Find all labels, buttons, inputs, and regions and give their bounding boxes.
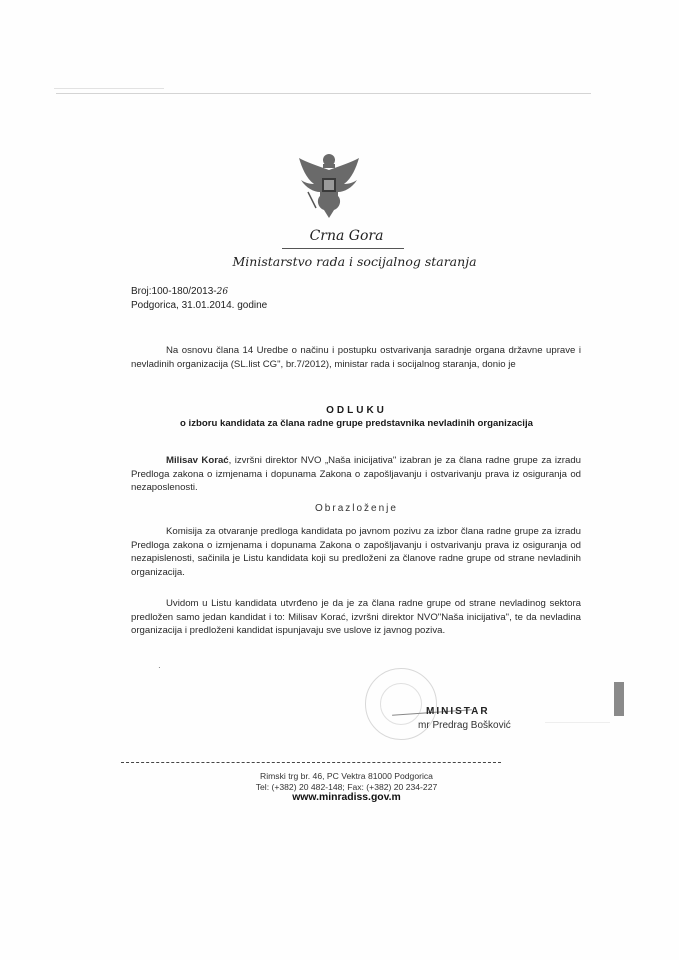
footer-website-link[interactable]: www.minradiss.gov.m: [292, 792, 401, 803]
seal-inner-ring: [380, 683, 422, 725]
place-date: Podgorica, 31.01.2014. godine: [131, 300, 268, 311]
footer-rule: [121, 762, 501, 763]
preamble-paragraph: Na osnovu člana 14 Uredbe o načinu i postupku ostvarivanja saradnje organa državne uprave i nevladinih organizacija (SL.list CG", br.7/2012), ministar rada i socijalnog staranja, donio je: [131, 345, 581, 370]
decision-title: ODLUKU: [326, 405, 387, 416]
header-rule: [282, 248, 404, 249]
top-rule: [56, 93, 591, 94]
signatory-title: MINISTAR: [426, 706, 490, 717]
footer-address: Rimski trg br. 46, PC Vektra 81000 Podgorica: [260, 771, 433, 781]
montenegro-coat-of-arms-icon: [296, 152, 362, 222]
country-name: Crna Gora: [309, 228, 384, 244]
reference-number: [131, 285, 267, 299]
decision-subtitle: o izboru kandidata za člana radne grupe predstavnika nevladinih organizacija: [180, 418, 533, 429]
margin-mark: [614, 682, 624, 716]
reasoning-paragraph-1: Komisija za otvaranje predloga kandidata po javnom pozivu za izbor člana radne grupe za izradu Predloga zakona o izmjenama i dopunama Zakona o zapošljavanju i ostvarivanju prava iz osiguranja od nezapislenosti, sačinila je Listu kandidata koji su predloženi za članove radne grupe od strane nevladinih organizacija.: [131, 526, 581, 578]
reasoning-title: Obrazloženje: [315, 503, 398, 514]
candidate-name: Milisav Korać: [166, 455, 229, 466]
decision-paragraph: [131, 454, 581, 495]
signatory-name: mr Predrag Bošković: [418, 720, 511, 731]
stray-dot: ·: [158, 663, 161, 672]
reference-block: [131, 285, 267, 312]
handwritten-suffix: 26: [216, 287, 229, 297]
scan-artifact-line: [54, 88, 164, 89]
footer: [0, 771, 679, 804]
footer-contact: Tel: (+382) 20 482-148; Fax: (+382) 20 234-227: [255, 781, 438, 792]
reasoning-paragraph-2: Uvidom u Listu kandidata utvrđeno je da je za člana radne grupe od strane nevladinog sektora predložen samo jedan kandidat i to: Milisav Korać, izvršni direktor NVO"Naša inicijativa", te da nevladina organizacija i predloženi kandidat ispunjavaju sve uslove iz javnog poziva.: [131, 598, 581, 637]
reference-number-text: Broj:100-180/2013-: [131, 286, 217, 297]
scan-artifact: [545, 682, 610, 723]
decision-text: , izvršni direktor NVO „Naša inicijativa" izabran je za člana radne grupe za izradu Predloga zakona o izmjenama i dopunama Zakona o zapošljavanju i ostvarivanju prava iz osiguranja od nezaposlenosti.: [131, 455, 581, 494]
ministry-name: Ministarstvo rada i socijalnog staranja: [232, 254, 477, 269]
